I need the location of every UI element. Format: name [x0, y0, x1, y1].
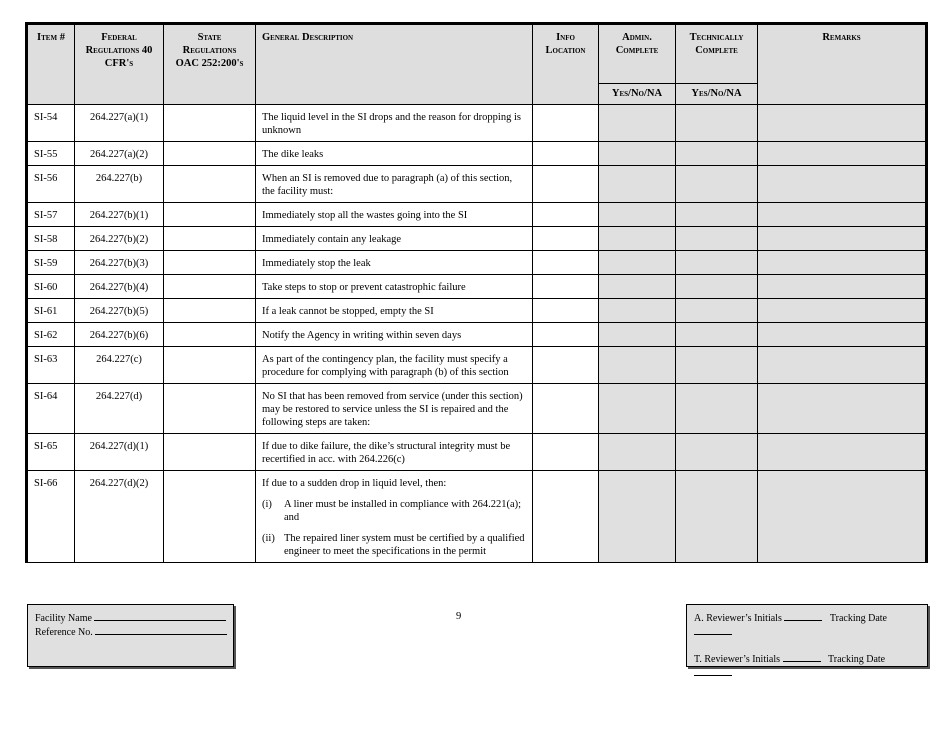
table-row — [27, 142, 927, 166]
technically-complete-cell[interactable] — [676, 347, 758, 384]
state-regulation[interactable] — [164, 203, 256, 227]
general-description — [256, 384, 533, 434]
federal-regulation: 264.227(d) — [75, 384, 164, 434]
technically-complete-cell[interactable] — [676, 434, 758, 471]
header-tech-yes-no-na: Yes/No/NA — [676, 84, 758, 105]
table-row — [27, 166, 927, 203]
federal-regulation: 264.227(b)(5) — [75, 299, 164, 323]
remarks-cell[interactable] — [758, 203, 927, 227]
admin-complete-cell[interactable] — [599, 227, 676, 251]
a-reviewer-label: A. Reviewer’s Initials — [694, 613, 782, 624]
table-row — [27, 203, 927, 227]
table-row — [27, 347, 927, 384]
t-reviewer-label: T. Reviewer’s Initials — [694, 654, 780, 665]
sub-item — [262, 532, 526, 558]
header-description: General Description — [256, 24, 533, 105]
state-regulation[interactable] — [164, 384, 256, 434]
header-remarks: Remarks — [758, 24, 927, 105]
table-row — [27, 275, 927, 299]
item-number: SI-66 — [27, 471, 75, 563]
technically-complete-cell[interactable] — [676, 227, 758, 251]
item-number: SI-55 — [27, 142, 75, 166]
general-description — [256, 434, 533, 471]
federal-regulation: 264.227(b) — [75, 166, 164, 203]
admin-complete-cell[interactable] — [599, 384, 676, 434]
sub-item — [262, 498, 526, 524]
table-row — [27, 299, 927, 323]
table-row — [27, 384, 927, 434]
technically-complete-cell[interactable] — [676, 323, 758, 347]
item-number: SI-61 — [27, 299, 75, 323]
info-location[interactable] — [533, 434, 599, 471]
technically-complete-cell[interactable] — [676, 384, 758, 434]
admin-complete-cell[interactable] — [599, 275, 676, 299]
admin-complete-cell[interactable] — [599, 251, 676, 275]
general-description — [256, 471, 533, 563]
federal-regulation: 264.227(c) — [75, 347, 164, 384]
table-row — [27, 434, 927, 471]
item-number: SI-63 — [27, 347, 75, 384]
remarks-cell[interactable] — [758, 166, 927, 203]
remarks-cell[interactable] — [758, 471, 927, 563]
header-admin-complete: Admin. Complete — [599, 24, 676, 84]
reference-no-field[interactable] — [95, 625, 227, 635]
sub-item-number: (i) — [262, 499, 272, 510]
state-regulation[interactable] — [164, 251, 256, 275]
remarks-cell[interactable] — [758, 251, 927, 275]
general-description — [256, 251, 533, 275]
description-text: When an SI is removed due to paragraph (a) of this section, the facility must: — [262, 173, 513, 197]
description-text: The dike leaks — [262, 149, 324, 160]
general-description — [256, 203, 533, 227]
federal-regulation: 264.227(a)(2) — [75, 142, 164, 166]
admin-complete-cell[interactable] — [599, 203, 676, 227]
item-number: SI-60 — [27, 275, 75, 299]
state-regulation[interactable] — [164, 347, 256, 384]
info-location[interactable] — [533, 203, 599, 227]
t-tracking-date-field[interactable] — [694, 666, 732, 676]
general-description — [256, 142, 533, 166]
info-location[interactable] — [533, 142, 599, 166]
remarks-cell[interactable] — [758, 299, 927, 323]
description-text: Immediately contain any leakage — [262, 234, 402, 245]
state-regulation[interactable] — [164, 275, 256, 299]
admin-complete-cell[interactable] — [599, 323, 676, 347]
header-technically-complete: Technically Complete — [676, 24, 758, 84]
table-row — [27, 471, 927, 563]
a-tracking-date-field[interactable] — [694, 625, 732, 635]
remarks-cell[interactable] — [758, 347, 927, 384]
technically-complete-cell[interactable] — [676, 299, 758, 323]
technically-complete-cell[interactable] — [676, 142, 758, 166]
info-location[interactable] — [533, 275, 599, 299]
item-number: SI-64 — [27, 384, 75, 434]
federal-regulation: 264.227(d)(1) — [75, 434, 164, 471]
general-description — [256, 227, 533, 251]
info-location[interactable] — [533, 251, 599, 275]
page-number: 9 — [456, 611, 462, 622]
header-state: State Regulations OAC 252:200's — [164, 24, 256, 105]
checklist-table — [25, 22, 928, 563]
federal-regulation: 264.227(a)(1) — [75, 105, 164, 142]
federal-regulation: 264.227(b)(3) — [75, 251, 164, 275]
description-text: If a leak cannot be stopped, empty the SI — [262, 306, 434, 317]
state-regulation[interactable] — [164, 471, 256, 563]
description-text: If due to dike failure, the dike’s structural integrity must be recertified in acc. with 264.226(c) — [262, 441, 511, 465]
remarks-cell[interactable] — [758, 323, 927, 347]
remarks-cell[interactable] — [758, 142, 927, 166]
info-location[interactable] — [533, 384, 599, 434]
federal-regulation: 264.227(b)(1) — [75, 203, 164, 227]
sub-item-text: A liner must be installed in compliance with 264.221(a); and — [284, 499, 522, 523]
federal-regulation: 264.227(b)(6) — [75, 323, 164, 347]
description-text: If due to a sudden drop in liquid level, then: — [262, 478, 447, 489]
description-text: Immediately stop the leak — [262, 258, 371, 269]
description-text: No SI that has been removed from service (under this section) may be restored to service unless the SI is repaired and the following steps are taken: — [262, 391, 523, 428]
remarks-cell[interactable] — [758, 105, 927, 142]
a-tracking-date-label: Tracking Date — [829, 613, 887, 624]
item-number: SI-65 — [27, 434, 75, 471]
description-text: Notify the Agency in writing within seven days — [262, 330, 462, 341]
reviewer-box — [686, 604, 928, 667]
technically-complete-cell[interactable] — [676, 105, 758, 142]
remarks-cell[interactable] — [758, 227, 927, 251]
state-regulation[interactable] — [164, 299, 256, 323]
general-description — [256, 299, 533, 323]
technically-complete-cell[interactable] — [676, 166, 758, 203]
facility-info-box — [27, 604, 234, 667]
table-row — [27, 251, 927, 275]
technically-complete-cell[interactable] — [676, 471, 758, 563]
item-number: SI-56 — [27, 166, 75, 203]
admin-complete-cell[interactable] — [599, 166, 676, 203]
item-number: SI-58 — [27, 227, 75, 251]
state-regulation[interactable] — [164, 142, 256, 166]
table-row — [27, 105, 927, 142]
description-text: As part of the contingency plan, the facility must specify a procedure for complying with paragraph (b) of this section — [262, 354, 509, 378]
info-location[interactable] — [533, 347, 599, 384]
a-reviewer-initials-field[interactable] — [784, 611, 822, 621]
admin-complete-cell[interactable] — [599, 105, 676, 142]
state-regulation[interactable] — [164, 434, 256, 471]
sub-item-text: The repaired liner system must be certified by a qualified engineer to meet the specifications in the permit — [284, 533, 525, 557]
info-location[interactable] — [533, 105, 599, 142]
federal-regulation: 264.227(b)(4) — [75, 275, 164, 299]
admin-complete-cell[interactable] — [599, 299, 676, 323]
remarks-cell[interactable] — [758, 275, 927, 299]
info-location[interactable] — [533, 471, 599, 563]
sub-item-number: (ii) — [262, 533, 275, 544]
facility-name-field[interactable] — [94, 611, 226, 621]
admin-complete-cell[interactable] — [599, 142, 676, 166]
admin-complete-cell[interactable] — [599, 471, 676, 563]
header-federal: Federal Regulations 40 CFR's — [75, 24, 164, 105]
general-description — [256, 347, 533, 384]
general-description — [256, 275, 533, 299]
header-admin-yes-no-na: Yes/No/NA — [599, 84, 676, 105]
admin-complete-cell[interactable] — [599, 347, 676, 384]
description-text: Immediately stop all the wastes going into the SI — [262, 210, 468, 221]
header-item: Item # — [27, 24, 75, 105]
t-tracking-date-label: Tracking Date — [828, 654, 886, 665]
technically-complete-cell[interactable] — [676, 203, 758, 227]
header-info-location: Info Location — [533, 24, 599, 105]
description-text: Take steps to stop or prevent catastrophic failure — [262, 282, 466, 293]
federal-regulation: 264.227(b)(2) — [75, 227, 164, 251]
item-number: SI-57 — [27, 203, 75, 227]
reference-no-label: Reference No. — [35, 627, 93, 638]
general-description — [256, 105, 533, 142]
admin-complete-cell[interactable] — [599, 434, 676, 471]
state-regulation[interactable] — [164, 227, 256, 251]
federal-regulation: 264.227(d)(2) — [75, 471, 164, 563]
info-location[interactable] — [533, 323, 599, 347]
remarks-cell[interactable] — [758, 384, 927, 434]
table-row — [27, 323, 927, 347]
technically-complete-cell[interactable] — [676, 275, 758, 299]
description-text: The liquid level in the SI drops and the reason for dropping is unknown — [262, 112, 521, 136]
state-regulation[interactable] — [164, 166, 256, 203]
info-location[interactable] — [533, 299, 599, 323]
t-reviewer-initials-field[interactable] — [783, 652, 821, 662]
info-location[interactable] — [533, 227, 599, 251]
general-description — [256, 323, 533, 347]
item-number: SI-62 — [27, 323, 75, 347]
facility-name-label: Facility Name — [35, 613, 92, 624]
state-regulation[interactable] — [164, 105, 256, 142]
remarks-cell[interactable] — [758, 434, 927, 471]
table-row — [27, 227, 927, 251]
item-number: SI-54 — [27, 105, 75, 142]
item-number: SI-59 — [27, 251, 75, 275]
general-description — [256, 166, 533, 203]
technically-complete-cell[interactable] — [676, 251, 758, 275]
info-location[interactable] — [533, 166, 599, 203]
state-regulation[interactable] — [164, 323, 256, 347]
